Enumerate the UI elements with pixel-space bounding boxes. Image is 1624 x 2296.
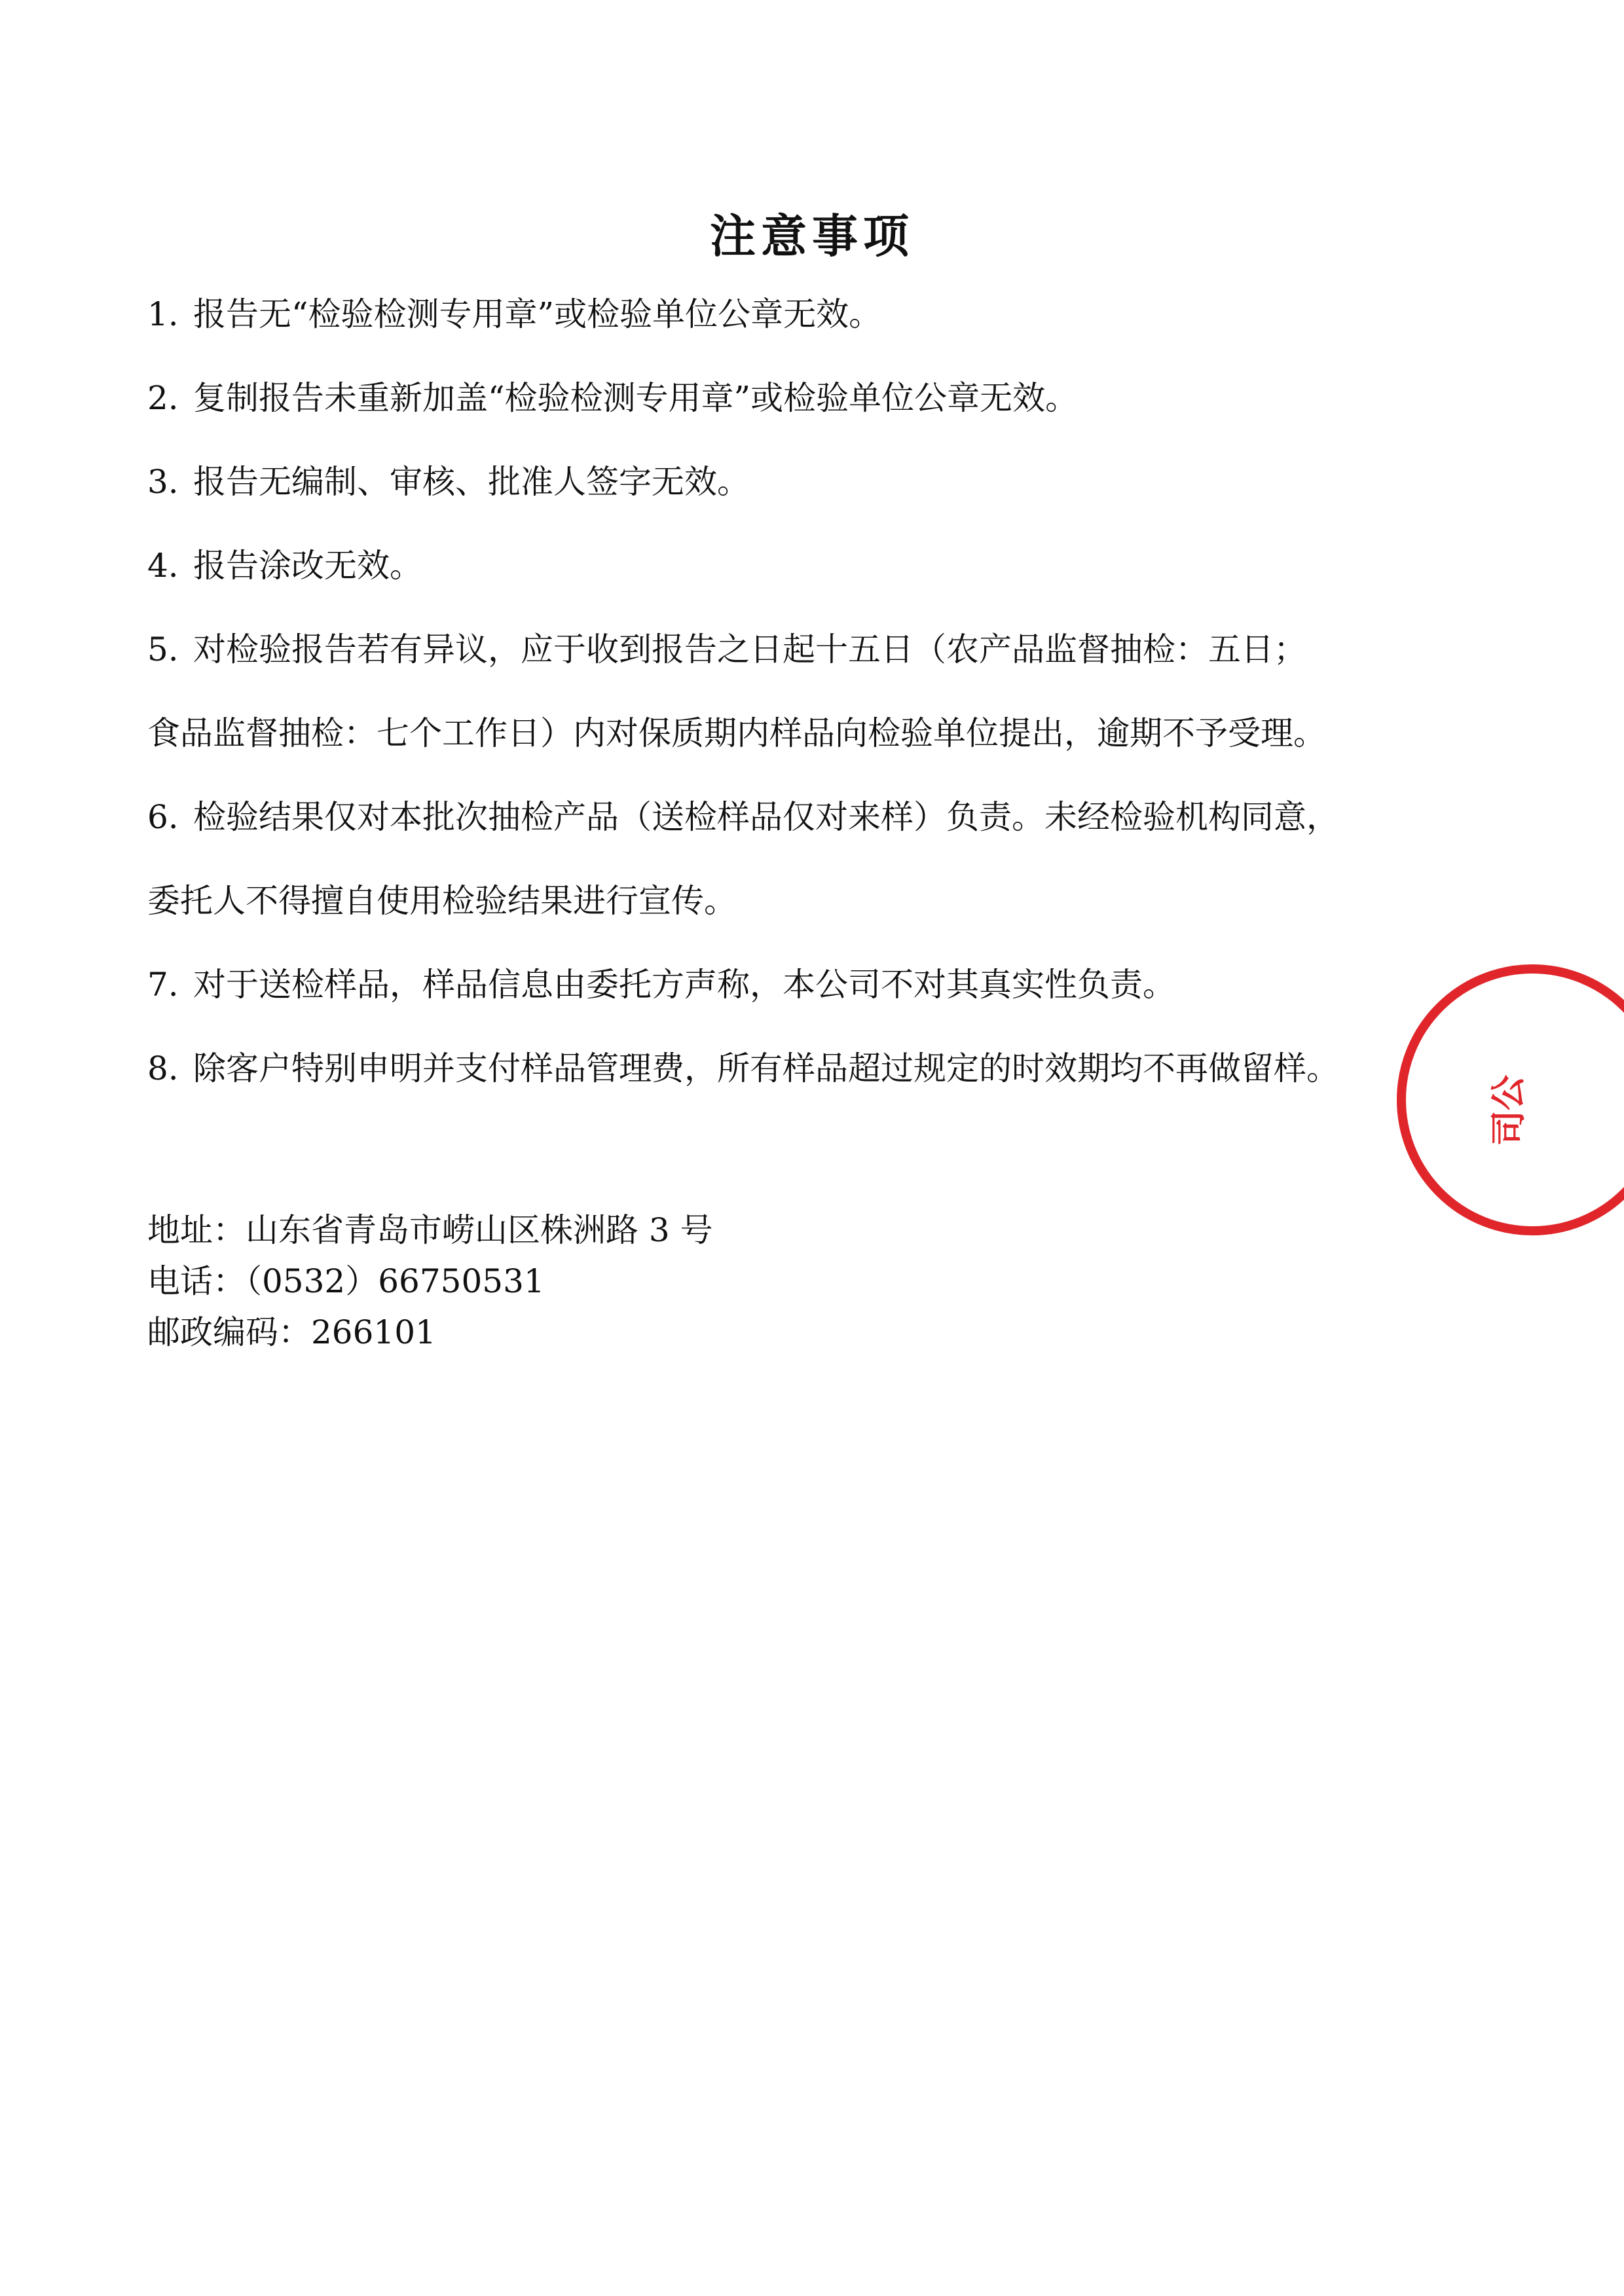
seal-text: 司公 (1487, 1075, 1529, 1146)
contact-info (147, 1205, 713, 1358)
note-number: 8. (147, 1049, 179, 1087)
note-text: 报告无编制、审核、批准人签字无效。 (193, 463, 750, 501)
note-text: 复制报告未重新加盖“检验检测专用章”或检验单位公章无效。 (193, 379, 1079, 417)
note-item (147, 293, 1509, 335)
phone-line: 电话：（0532）66750531 (147, 1262, 545, 1300)
note-text: 对于送检样品，样品信息由委托方声称，本公司不对其真实性负责。 (193, 966, 1175, 1004)
note-text: 报告无“检验检测专用章”或检验单位公章无效。 (193, 295, 882, 333)
note-number: 7. (147, 966, 179, 1004)
note-text: 检验结果仅对本批次抽检产品（送检样品仅对来样）负责。未经检验机构同意， (193, 798, 1339, 836)
page-title: 注意事项 (710, 209, 914, 263)
note-number: 4. (147, 547, 179, 585)
note-number: 3. (147, 463, 179, 501)
note-number: 6. (147, 798, 179, 836)
postcode-line: 邮政编码：266101 (147, 1313, 436, 1351)
note-text: 除客户特别申明并支付样品管理费，所有样品超过规定的时效期均不再做留样。 (193, 1049, 1339, 1087)
note-item (147, 377, 1509, 419)
company-seal-icon (1375, 943, 1624, 1257)
note-number: 2. (147, 379, 179, 417)
notes-list (147, 293, 1509, 1089)
note-item (147, 964, 1509, 1006)
note-number: 1. (147, 295, 179, 333)
note-item (147, 629, 1509, 754)
note-number: 5. (147, 630, 179, 668)
note-text-continued: 委托人不得擅自使用检验结果进行宣传。 (147, 882, 737, 920)
note-text: 报告涂改无效。 (193, 547, 422, 585)
note-item (147, 796, 1509, 922)
note-item (147, 545, 1509, 587)
note-text: 对检验报告若有异议，应于收到报告之日起十五日（农产品监督抽检：五日； (193, 630, 1306, 668)
note-item (147, 1048, 1509, 1089)
address-line: 地址：山东省青岛市崂山区株洲路 3 号 (147, 1211, 713, 1249)
note-item (147, 461, 1509, 503)
note-text-continued: 食品监督抽检：七个工作日）内对保质期内样品向检验单位提出，逾期不予受理。 (147, 714, 1326, 752)
